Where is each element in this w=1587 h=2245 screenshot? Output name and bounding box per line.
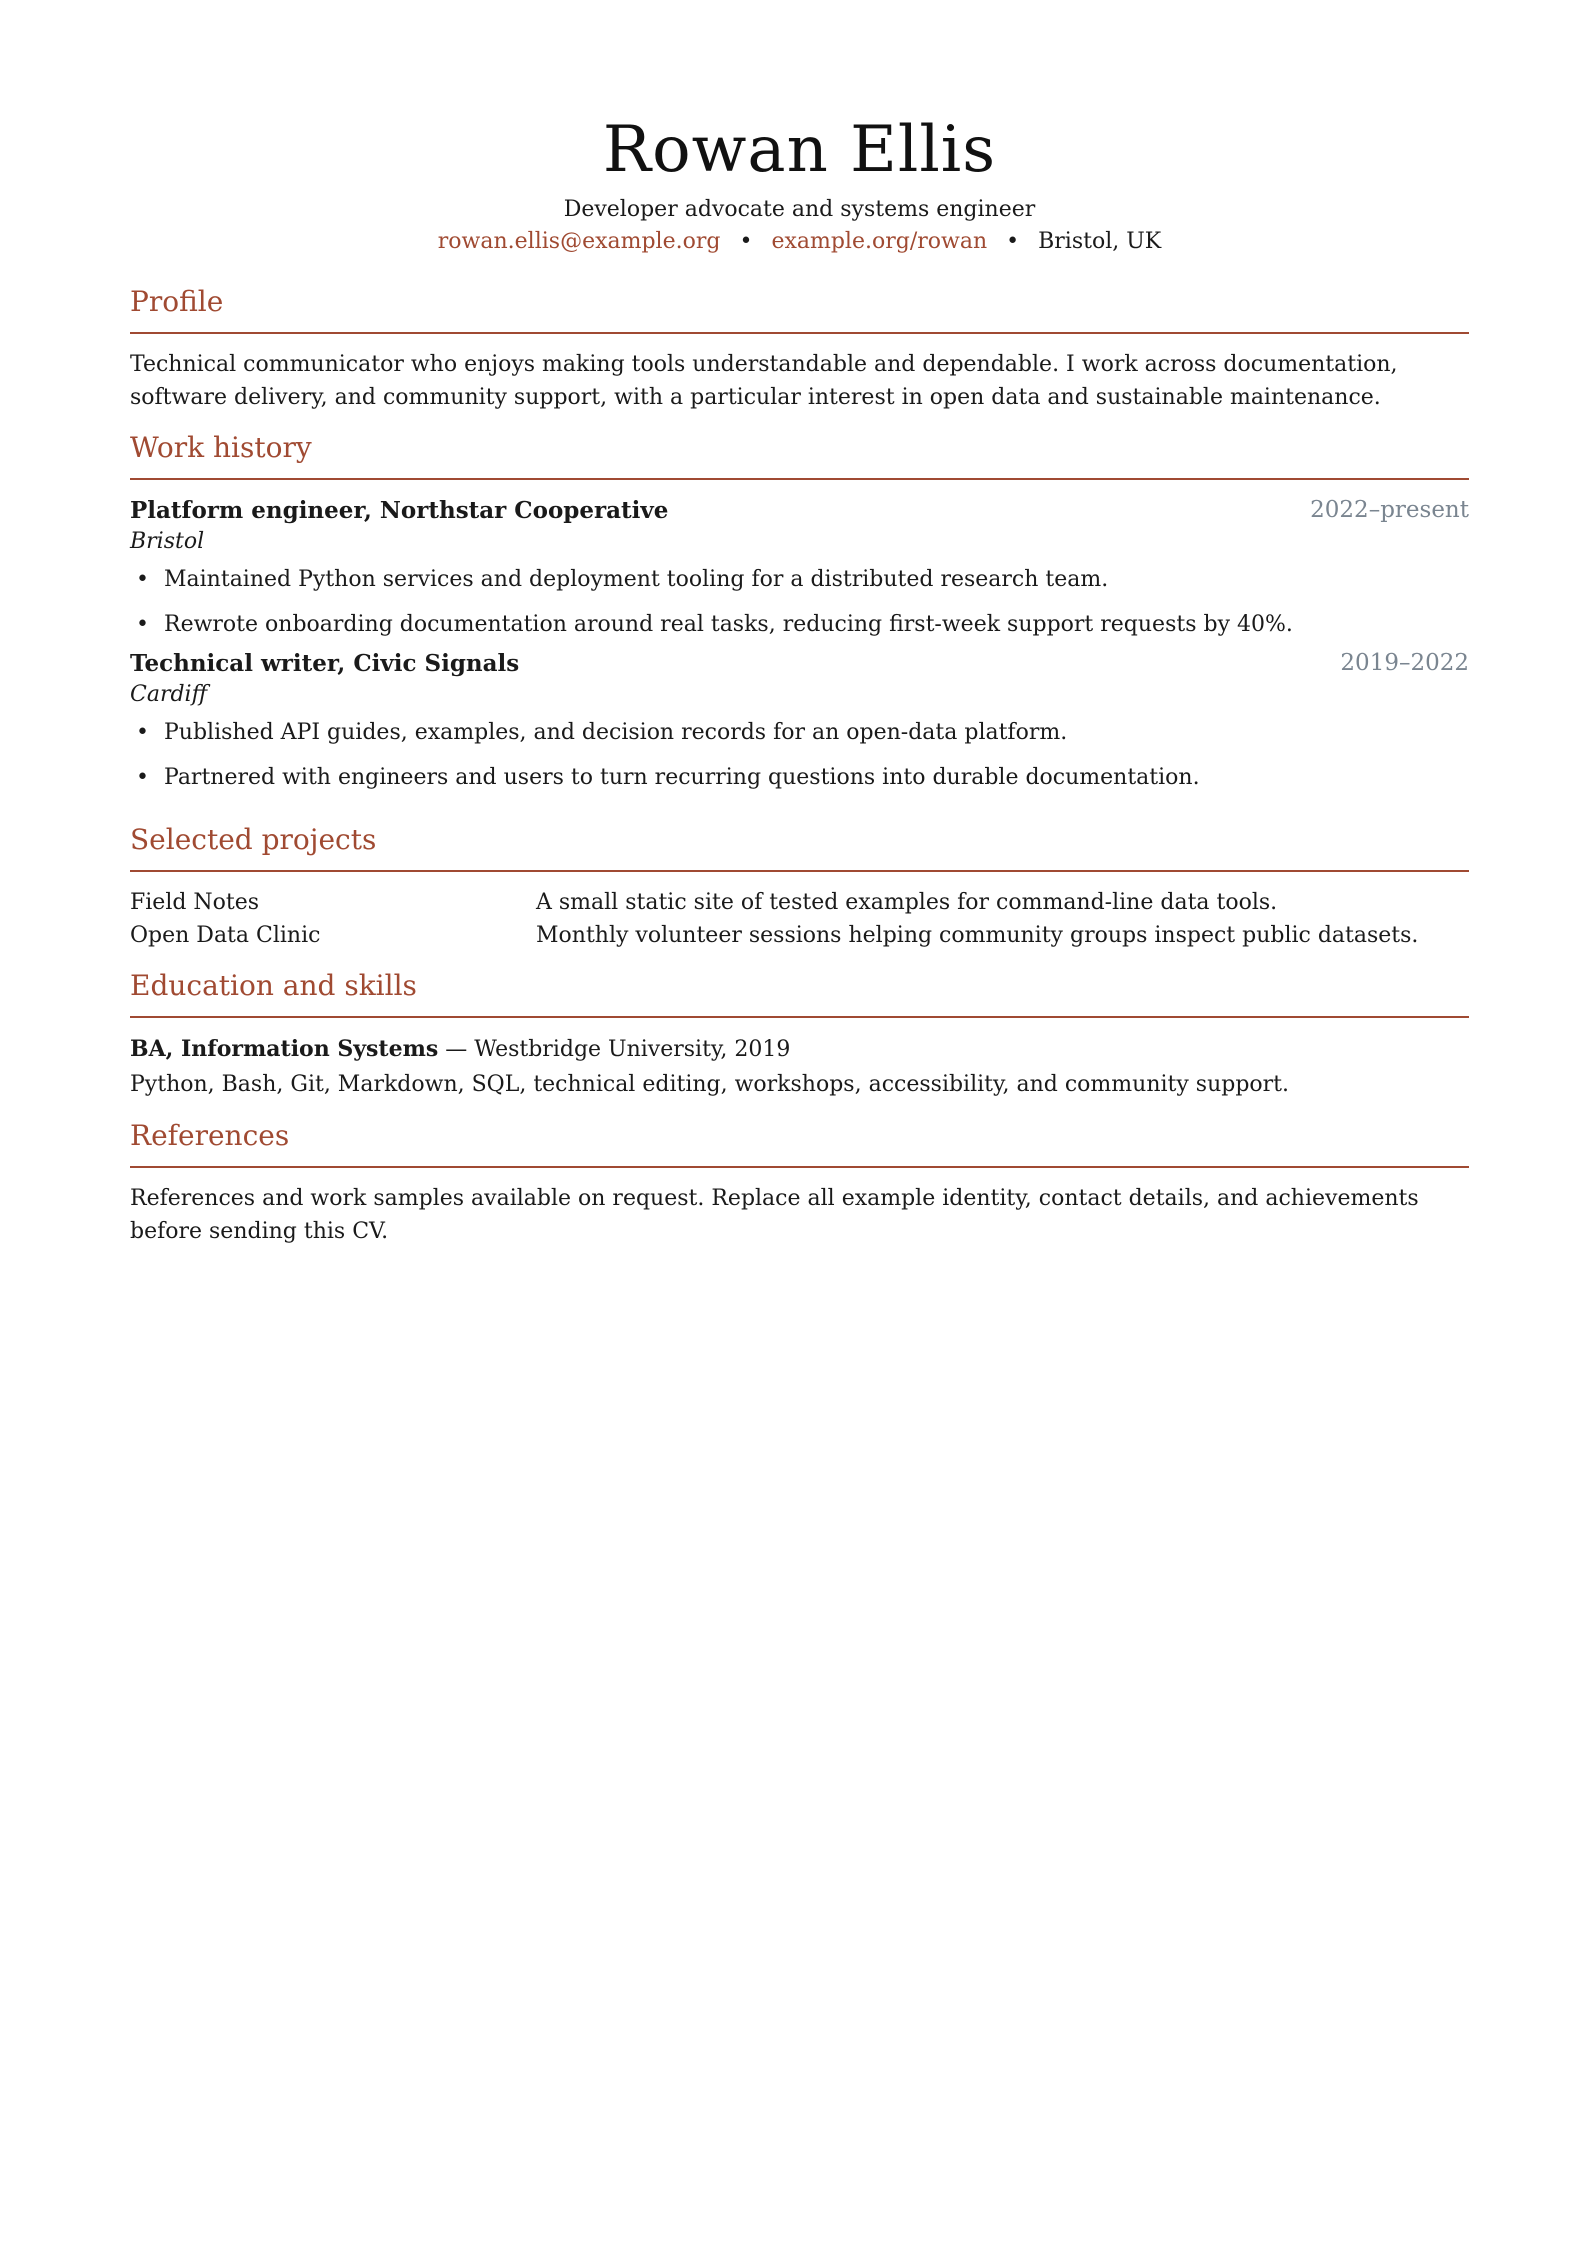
job-location: Cardiff [130,682,208,707]
section-title-references: References [130,1119,290,1152]
projects-table [130,886,1469,952]
email-link[interactable]: rowan.ellis@example.org [437,229,721,254]
section-projects [130,806,1469,952]
job-bullet [130,716,1469,749]
job-dates: 2022–present [1310,497,1469,523]
bullet-text: Rewrote onboarding documentation around real tasks, reducing first-week support requests by 40%. [164,612,1293,637]
section-title-profile: Profile [130,285,224,318]
project-name: Field Notes [130,890,260,915]
section-rule [130,1166,1469,1168]
section-rule [130,478,1469,480]
cv-header [130,0,1469,258]
bullet-icon: • [136,612,149,637]
job-dates: 2019–2022 [1340,650,1469,676]
section-title-work: Work history [130,431,312,464]
job-bullets [130,716,1469,794]
job-title: Technical writer, Civic Signals [130,650,520,677]
education-line [130,1032,1469,1067]
section-profile [130,268,1469,414]
separator-dot: • [1006,229,1020,254]
section-rule [130,1016,1469,1018]
separator-dot: • [739,229,753,254]
references-text: References and work samples available on request. Replace all example identity, contact details, and achievements before sending this CV. [130,1186,1419,1244]
section-education [130,952,1469,1102]
profile-text: Technical communicator who enjoys making tools understandable and dependable. I work across documentation, software delivery, and community support, with a particular interest in open data and sustainable maintenance. [130,352,1398,410]
project-description: A small static site of tested examples for command-line data tools. [536,890,1278,915]
skills-line: Python, Bash, Git, Markdown, SQL, technical editing, workshops, accessibility, and community support. [130,1072,1290,1097]
location-text: Bristol, UK [1038,229,1162,254]
job-location: Bristol [130,529,205,554]
section-work-history [130,414,1469,794]
contact-line [130,226,1469,258]
degree-name: BA, Information Systems [130,1036,439,1062]
section-title-projects: Selected projects [130,823,377,856]
degree-institution: — Westbridge University, 2019 [445,1037,791,1062]
section-title-education: Education and skills [130,969,417,1002]
job-bullets [130,563,1469,641]
job-bullet [130,563,1469,596]
bullet-text: Maintained Python services and deployment tooling for a distributed research team. [164,567,1109,592]
job-header [130,647,1469,680]
job-entry [130,647,1469,794]
project-name: Open Data Clinic [130,923,321,948]
job-entry [130,494,1469,641]
bullet-text: Published API guides, examples, and decision records for an open-data platform. [164,720,1068,745]
job-bullet [130,608,1469,641]
person-name: Rowan Ellis [602,113,997,187]
project-row [130,919,1469,952]
project-description: Monthly volunteer sessions helping community groups inspect public datasets. [536,923,1419,948]
bullet-icon: • [136,765,149,790]
project-row [130,886,1469,919]
bullet-text: Partnered with engineers and users to turn recurring questions into durable documentation. [164,765,1200,790]
job-title: Platform engineer, Northstar Cooperative [130,497,669,524]
job-header [130,494,1469,527]
section-rule [130,870,1469,872]
section-rule [130,332,1469,334]
website-link[interactable]: example.org/rowan [771,229,988,254]
person-tagline: Developer advocate and systems engineer [563,197,1036,222]
bullet-icon: • [136,567,149,592]
job-bullet [130,761,1469,794]
section-references [130,1102,1469,1248]
bullet-icon: • [136,720,149,745]
